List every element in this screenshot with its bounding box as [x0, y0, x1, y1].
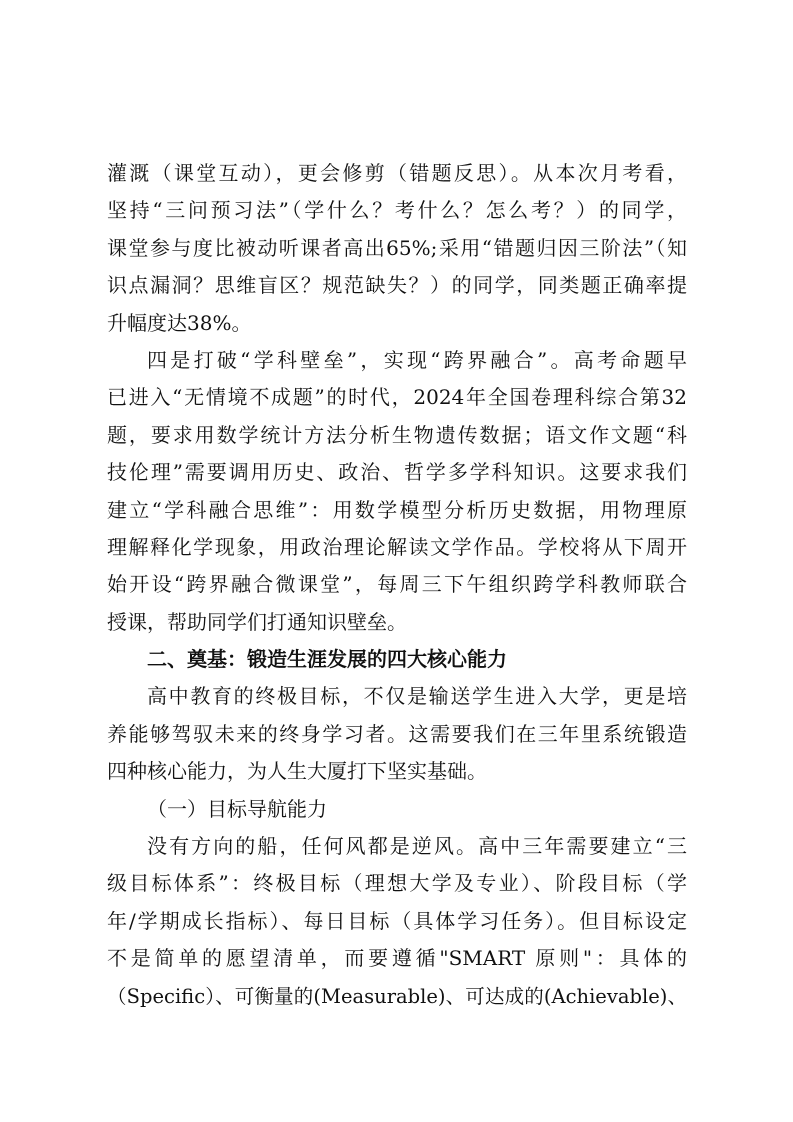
- paragraph: [107, 155, 687, 342]
- paragraph: [107, 342, 687, 641]
- text-line: 已进入“无情境不成题”的时代，2024年全国卷理科综合第32: [107, 385, 687, 410]
- text-line: （Specific）、可衡量的(Measurable)、可达成的(Achievable)、: [107, 984, 687, 1008]
- text-line: 没有方向的船，任何风都是逆风。高中三年需要建立“三: [147, 834, 687, 859]
- text-line: 技伦理”需要调用历史、政治、哲学多学科知识。这要求我们: [107, 460, 687, 485]
- text-line: 题，要求用数学统计方法分析生物遗传数据；语文作文题“科: [107, 422, 687, 447]
- text-line: 养能够驾驭未来的终身学习者。这需要我们在三年里系统锻造: [107, 721, 687, 746]
- text-line: 升幅度达38%。: [107, 310, 252, 335]
- text-line: 级目标体系”：终极目标（理想大学及专业）、阶段目标（学: [107, 871, 687, 896]
- paragraph: [107, 828, 687, 1015]
- text-line: 识点漏洞？思维盲区？规范缺失？）的同学，同类题正确率提: [107, 273, 687, 298]
- text-line: 理解释化学现象，用政治理论解读文学作品。学校将从下周开: [107, 534, 687, 559]
- text-line: 授课，帮助同学们打通知识壁垒。: [107, 609, 407, 634]
- text-line: 坚持“三问预习法”（学什么？考什么？怎么考？）的同学，: [107, 198, 687, 223]
- text-line: 高中教育的终极目标，不仅是输送学生进入大学，更是培: [147, 684, 687, 709]
- text-line: 四是打破“学科壁垒”，实现“跨界融合”。高考命题早: [147, 347, 687, 372]
- text-line: 课堂参与度比被动听课者高出65%;采用“错题归因三阶法”（知: [107, 235, 687, 260]
- subsection-heading: （一）目标导航能力: [147, 796, 327, 821]
- text-line: 年/学期成长指标）、每日目标（具体学习任务）。但目标设定: [107, 908, 687, 933]
- section-heading: 二、奠基：锻造生涯发展的四大核心能力: [147, 647, 507, 672]
- text-line: 始开设“跨界融合微课堂”，每周三下午组织跨学科教师联合: [107, 572, 687, 597]
- paragraph: [107, 678, 687, 790]
- text-line: 灌溉（课堂互动），更会修剪（错题反思）。从本次月考看，: [107, 161, 687, 185]
- document-page: [107, 155, 687, 1015]
- text-line: 不是简单的愿望清单，而要遵循"SMART 原则"：具体的: [107, 946, 687, 971]
- text-line: 四种核心能力，为人生大厦打下坚实基础。: [107, 759, 487, 784]
- text-line: 建立“学科融合思维”：用数学模型分析历史数据，用物理原: [107, 497, 687, 522]
